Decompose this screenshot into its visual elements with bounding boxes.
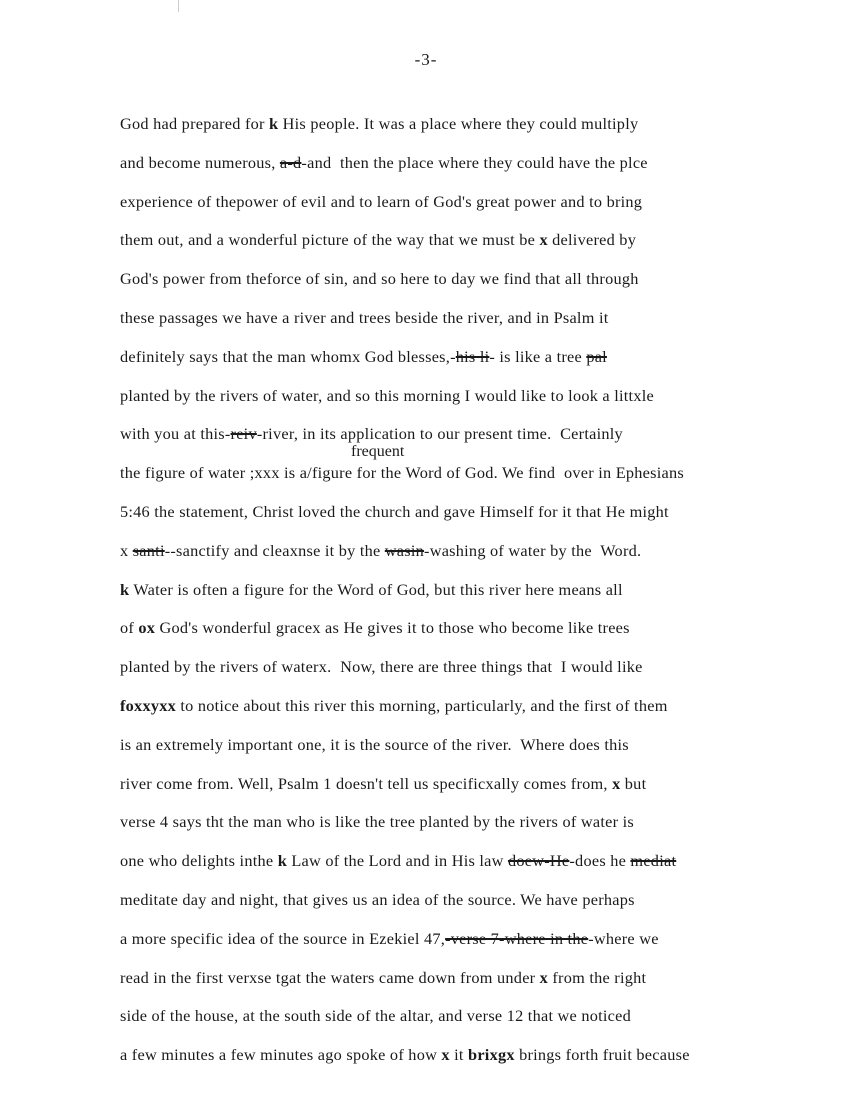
text-run: planted by the rivers of water, and so this morning I would like to look a littxle [120,385,654,405]
text-run: definitely says that the man whomx God blesses,- [120,346,456,366]
text-line [120,153,648,173]
text-run: -does he [569,851,631,871]
text-run: from the right [548,967,647,987]
text-line [120,968,646,988]
text-run: but [620,773,647,793]
overtyped-text: k [120,579,130,599]
text-run: delivered by [547,230,637,250]
text-line [120,1006,631,1026]
overtyped-text: ox [138,618,156,638]
text-line [120,192,642,212]
struck-text: wasin [384,540,425,560]
text-run: read in the first verxse tgat the waters came down from under [120,967,540,987]
text-run: --sanctify and cleaxnse it by the [164,540,385,560]
text-run: -and then the place where they could have the plce [301,152,648,172]
text-line [120,463,684,483]
text-run: a more specific idea of the source in Ezekiel 47, [120,928,446,948]
overtyped-text: k [277,851,287,871]
text-line [120,851,676,871]
text-run: experience of thepower of evil and to learn of God's great power and to bring [120,191,643,211]
text-line [120,929,659,949]
text-run: Water is often a figure for the Word of God, but this river here means all [129,579,623,599]
text-line [120,308,609,328]
overtyped-text: k [269,114,279,133]
struck-text: mediat [630,851,677,871]
text-run: Law of the Lord and in His law [287,851,508,871]
text-line [120,812,634,832]
text-run: -washing of water by the Word. [424,540,642,560]
struck-text: doew-He [507,851,570,871]
handwritten-insertion: frequent [351,443,405,460]
overtyped-text: x [612,773,621,793]
overtyped-text: foxxyxx [120,696,177,715]
text-line [120,347,607,367]
text-run: x [120,540,133,560]
overtyped-text: brixgx [468,1045,515,1065]
text-run: with you at this- [120,424,231,444]
text-run: one who delights inthe [120,851,278,871]
text-run: brings forth fruit because [514,1045,690,1065]
text-line [120,618,630,638]
text-run: - is like a tree [489,346,587,366]
text-run: His people. It was a place where they could multiply [278,114,639,133]
text-line [120,114,638,134]
text-run: side of the house, at the south side of the altar, and verse 12 that we noticed [120,1006,632,1026]
scan-mark [178,0,179,12]
text-run: is an extremely important one, it is the source of the river. Where does this [120,734,629,754]
text-line [120,580,623,600]
struck-text: -verse 7-where in the [445,928,589,948]
text-line [120,502,669,522]
text-line [120,735,629,755]
text-run: to notice about this river this morning, particularly, and the first of them [176,696,668,715]
text-line [120,541,641,561]
text-run: river come from. Well, Psalm 1 doesn't tell us specificxally comes from, [120,773,613,793]
text-line [120,890,635,910]
struck-text: reiv [230,424,257,444]
struck-text: a-d [279,152,302,172]
text-line [120,269,639,289]
overtyped-text: x [539,967,549,987]
struck-text: pal [586,346,607,366]
text-run: of [120,618,139,638]
text-run: them out, and a wonderful picture of the way that we must be [120,230,540,250]
text-run: the figure of water ;xxx is a/figure for the Word of God. We find over in Ephesians [120,463,684,483]
text-line [120,230,636,250]
text-run: God's power from theforce of sin, and so here to day we find that all through [120,269,639,289]
struck-text: his li [455,346,490,366]
text-run: 5:46 the statement, Christ loved the church and gave Himself for it that He might [120,502,669,521]
text-line [120,386,654,406]
text-run: a few minutes a few minutes ago spoke of how [120,1045,442,1065]
text-line [120,774,646,794]
text-run: these passages we have a river and trees beside the river, and in Psalm it [120,308,609,327]
text-run: verse 4 says tht the man who is like the tree planted by the rivers of water is [120,812,634,832]
text-run: and become numerous, [120,152,280,172]
overtyped-text: x [441,1045,450,1065]
struck-text: santi [132,540,165,560]
text-line [120,696,668,716]
page-number: -3- [414,50,438,69]
text-run: planted by the rivers of waterx. Now, there are three things that I would like [120,657,643,677]
text-line [120,657,643,677]
text-run: -river, in its application to our present time. Certainly [256,424,623,444]
text-run: it [449,1045,469,1065]
text-run: God's wonderful gracex as He gives it to those who become like trees [155,618,630,638]
text-line [120,1045,690,1065]
text-run: God had prepared for [120,114,270,133]
text-run: -where we [588,928,659,948]
overtyped-text: x [539,230,548,250]
text-run: meditate day and night, that gives us an idea of the source. We have perhaps [120,890,635,909]
